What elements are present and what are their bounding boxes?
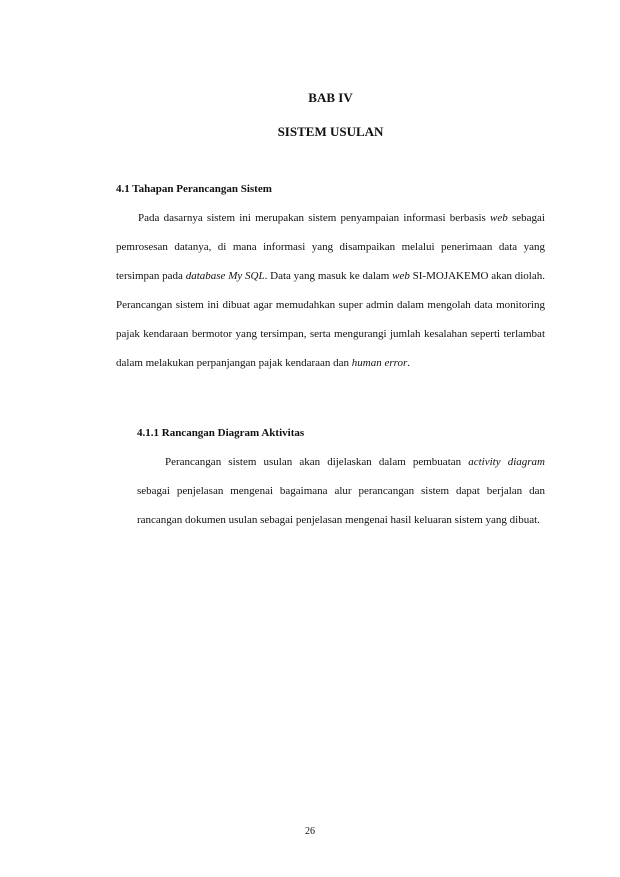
text-run: . <box>407 357 411 369</box>
chapter-number: BAB IV <box>308 90 353 105</box>
italic-term: human error <box>351 357 408 369</box>
text-run: Pada dasarnya sistem ini merupakan sistem penyampaian informasi berbasis <box>138 212 491 224</box>
section-4-1-paragraph <box>116 204 545 378</box>
italic-term: web <box>490 212 508 224</box>
page-number: 26 <box>305 826 315 837</box>
section-4-1-1-paragraph <box>137 448 545 535</box>
italic-term: web <box>392 270 410 282</box>
text-run: sebagai pemrosesan datanya, di mana informasi yang disampaikan melalui penerimaan data yang tersimpan pada <box>116 212 545 282</box>
text-run: SI-MOJAKEMO akan diolah. Perancangan sistem ini dibuat agar memudahkan super admin dalam mengolah data monitoring pajak kendaraan bermotor yang tersimpan, serta mengurangi jumlah kesalahan seperti terlambat dalam melakukan perpanjangan pajak kendaraan dan <box>116 270 545 369</box>
text-run: Perancangan sistem usulan akan dijelaskan dalam pembuatan <box>165 456 469 468</box>
italic-term: activity diagram <box>468 456 545 468</box>
section-heading-4-1: 4.1 Tahapan Perancangan Sistem <box>116 183 272 195</box>
section-heading-4-1-1: 4.1.1 Rancangan Diagram Aktivitas <box>137 427 305 439</box>
italic-term: database My SQL <box>185 270 265 282</box>
text-run: sebagai penjelasan mengenai bagaimana alur perancangan sistem dapat berjalan dan rancangan dokumen usulan sebagai penjelasan mengenai hasil keluaran sistem yang dibuat. <box>137 485 545 526</box>
chapter-title: SISTEM USULAN <box>277 124 384 139</box>
text-run: . Data yang masuk ke dalam <box>264 270 393 282</box>
